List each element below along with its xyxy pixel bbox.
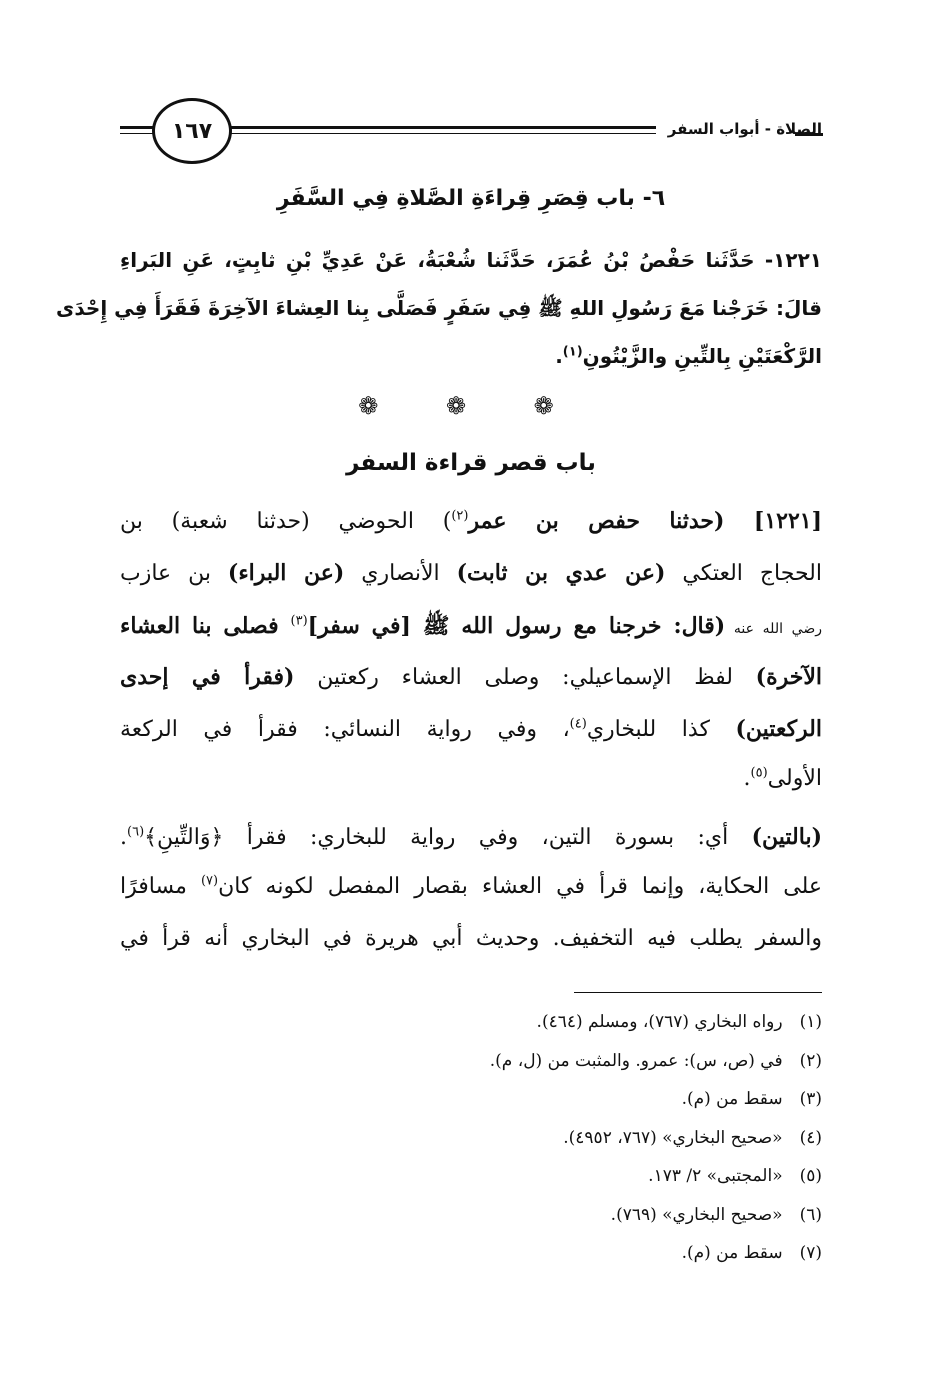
quoted-text: (بالتين): [751, 824, 822, 850]
hadith-line-last: [120, 344, 822, 368]
footnote-separator: [574, 992, 822, 993]
quoted-text: فصلى بنا العشاء: [120, 613, 291, 639]
commentary-text: الحجاج العتكي: [665, 561, 822, 586]
hadith-chapter-heading: ٦- باب قِصَرِ قِراءَةِ الصَّلاةِ فِي السَّفَرِ: [276, 186, 666, 211]
footnote-text: في (ص، س): عمرو. والمثبت من (ل، م).: [489, 1050, 783, 1071]
commentary-line: [120, 664, 822, 690]
footnote-text: «صحيح البخاري» (٧٦٩).: [610, 1204, 783, 1225]
footnote-ref: (٥): [750, 765, 768, 781]
footnote-ref: (٢): [451, 508, 469, 524]
commentary-text: أي: بسورة التين، وفي رواية للبخاري: فقرأ ﴿وَالتِّينِ﴾: [144, 825, 752, 850]
footnote-item: [490, 1051, 822, 1071]
commentary-text: لفظ الإسماعيلي: وصلى العشاء ركعتين: [294, 665, 756, 690]
footnote-text: رواه البخاري (٧٦٧)، ومسلم (٤٦٤).: [536, 1012, 783, 1032]
commentary-text: .: [120, 825, 127, 850]
footnote-item: [611, 1205, 822, 1225]
footnote-item: [682, 1243, 822, 1263]
commentary-text: على الحكاية، وإنما قرأ في العشاء بقصار المفصل لكونه كان: [218, 874, 823, 899]
section-divider-stars: ❁ ❁ ❁: [358, 392, 584, 420]
commentary-line: [120, 508, 822, 534]
footnote-number: (٥): [799, 1166, 822, 1186]
commentary-line: [120, 766, 822, 791]
footnote-ref: (٧): [200, 873, 219, 889]
commentary-text: مسافرًا: [120, 874, 201, 899]
quoted-text: الركعتين): [735, 716, 822, 742]
footnote-text: سقط من (م).: [681, 1089, 783, 1109]
end-mark: .: [555, 344, 563, 368]
commentary-line: [120, 874, 822, 899]
running-header-title: الصلاة - أبواب السفر: [667, 120, 822, 138]
commentary-text: ) الحوضي (حدثنا شعبة) بن: [120, 509, 452, 534]
quoted-text: (فقرأ في إحدى: [120, 664, 295, 690]
footnote-item: [537, 1012, 822, 1032]
footnote-ref: (٣): [290, 613, 308, 629]
footnote-number: (١): [799, 1012, 822, 1032]
commentary-line: [120, 612, 822, 644]
footnote-item: [682, 1089, 822, 1109]
footnote-text: «صحيح البخاري» (٧٦٧، ٤٩٥٢).: [563, 1127, 783, 1148]
hadith-line-text: الرَّكْعَتَيْنِ بِالتِّينِ والزَّيْتُونِ: [582, 344, 822, 368]
footnote-number: (٣): [799, 1089, 822, 1109]
footnote-text: سقط من (م).: [681, 1243, 783, 1263]
commentary-line: والسفر يطلب فيه التخفيف. وحديث أبي هريرة في البخاري أنه قرأ في: [120, 926, 822, 951]
header-rule-right: [226, 126, 656, 129]
footnote-item: [563, 1128, 822, 1148]
footnote-number: (٦): [799, 1204, 822, 1225]
page-number: ١٦٧: [171, 118, 213, 144]
commentary-text: ، وفي رواية النسائي: فقرأ في الركعة: [120, 717, 570, 742]
quoted-text: الآخرة): [755, 664, 822, 690]
quoted-text: (قال: خرجنا مع رسول الله ﷺ [في سفر]: [307, 613, 726, 639]
quoted-text: [١٢٢١] (حدثنا حفص بن عمر: [468, 508, 822, 534]
footnote-ref: (١): [562, 344, 583, 360]
commentary-text: بن عازب: [120, 561, 228, 586]
commentary-text: الأولى: [767, 766, 822, 791]
quoted-text: (عن عدي بن ثابت): [456, 560, 666, 586]
commentary-text: .: [743, 766, 751, 791]
commentary-chapter-heading: باب قصر قراءة السفر: [346, 450, 596, 476]
honorific-glyph: رضي الله عنه: [725, 621, 822, 637]
commentary-text: كذا للبخاري: [586, 717, 736, 742]
footnote-number: (٢): [799, 1050, 822, 1071]
page-number-badge: [152, 98, 232, 164]
footnote-number: (٧): [799, 1243, 822, 1263]
footnote-ref: (٦): [127, 824, 145, 840]
footnote-number: (٤): [799, 1127, 822, 1148]
footnote-item: [648, 1166, 822, 1186]
hadith-line: ١٢٢١- حَدَّثَنا حَفْصُ بْنُ عُمَرَ، حَدَّثَنا شُعْبَةُ، عَنْ عَدِيِّ بْنِ ثابِتٍ، عَنِ البَراءِ: [120, 248, 822, 272]
commentary-text: الأنصاري: [344, 561, 457, 586]
footnote-ref: (٤): [569, 716, 587, 732]
quoted-text: (عن البراء): [227, 560, 345, 586]
footnote-text: «المجتبى» ٢/ ١٧٣.: [648, 1166, 783, 1186]
commentary-line: [120, 716, 822, 742]
commentary-line: [120, 824, 822, 850]
commentary-line: [120, 560, 822, 586]
hadith-line: قالَ: خَرَجْنا مَعَ رَسُولِ اللهِ ﷺ فِي سَفَرٍ فَصَلَّى بِنا العِشاءَ الآخِرَةَ فَقَرَأَ فِي إِحْدَى: [56, 296, 822, 320]
header-rule-right-thin: [226, 133, 656, 134]
